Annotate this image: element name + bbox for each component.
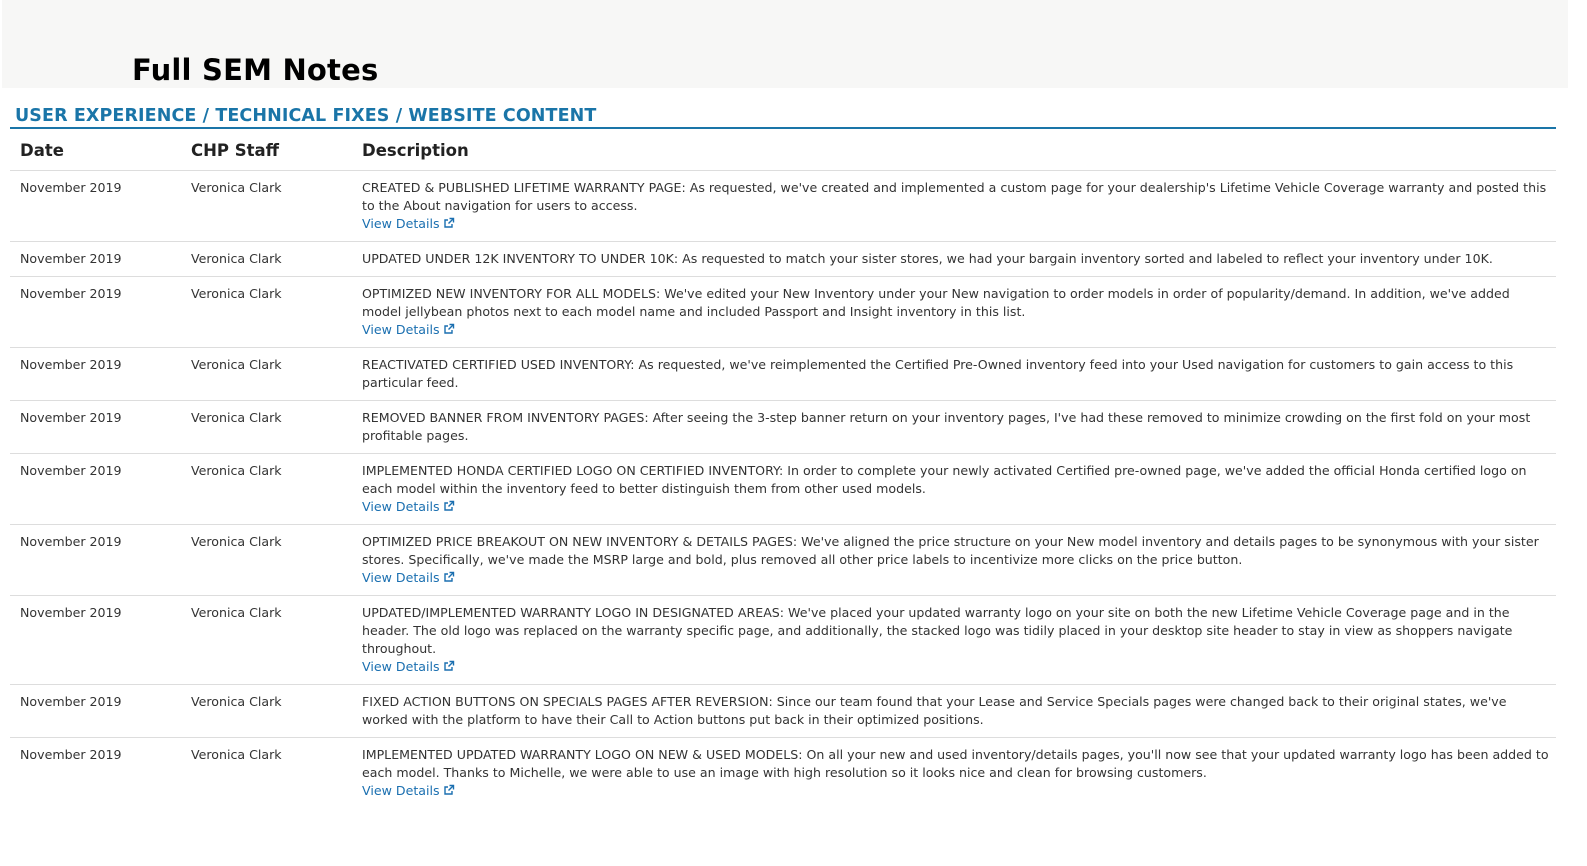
- row-staff: Veronica Clark: [181, 401, 352, 454]
- row-description: IMPLEMENTED HONDA CERTIFIED LOGO ON CERTIFIED INVENTORY: In order to complete your newly activated Certified pre-owned page, we've added the official Honda certified logo on each model within the inventory feed to better distinguish them from other used models.: [362, 463, 1527, 496]
- table-row: [10, 525, 1556, 596]
- view-details-link[interactable]: [362, 569, 455, 587]
- external-link-icon: [440, 499, 455, 514]
- row-date: November 2019: [10, 171, 181, 242]
- row-description-cell: [352, 171, 1556, 242]
- row-staff: Veronica Clark: [181, 596, 352, 685]
- view-details-link[interactable]: [362, 215, 455, 233]
- table-row: [10, 242, 1556, 277]
- table-body: [10, 171, 1556, 809]
- external-link-icon: [440, 570, 455, 585]
- table-row: [10, 348, 1556, 401]
- table-row: [10, 685, 1556, 738]
- row-description: FIXED ACTION BUTTONS ON SPECIALS PAGES AFTER REVERSION: Since our team found that your Lease and Service Specials pages were changed back to their original states, we've worked with the platform to have their Call to Action buttons put back in their optimized positions.: [362, 694, 1507, 727]
- view-details-link[interactable]: [362, 782, 455, 800]
- table-header-row: [10, 130, 1556, 171]
- row-description-cell: [352, 685, 1556, 738]
- view-details-link[interactable]: [362, 321, 455, 339]
- row-description: OPTIMIZED NEW INVENTORY FOR ALL MODELS: We've edited your New Inventory under your New navigation to order models in order of popularity/demand. In addition, we've added model jellybean photos next to each model name and included Passport and Insight inventory in this list.: [362, 286, 1510, 319]
- row-date: November 2019: [10, 242, 181, 277]
- row-staff: Veronica Clark: [191, 747, 282, 762]
- row-date: November 2019: [10, 596, 181, 685]
- row-description: OPTIMIZED PRICE BREAKOUT ON NEW INVENTORY & DETAILS PAGES: We've aligned the price structure on your New model inventory and details pages to be synonymous with your sister stores. Specifically, we've made the MSRP large and bold, plus removed all other price labels to incentivize more clicks on the price button.: [362, 534, 1539, 567]
- sem-notes-table: [10, 130, 1556, 808]
- table-row: [10, 277, 1556, 348]
- row-description-cell: [352, 348, 1556, 401]
- view-details-label: View Details: [362, 570, 440, 585]
- row-date: November 2019: [10, 401, 181, 454]
- row-description: CREATED & PUBLISHED LIFETIME WARRANTY PAGE: As requested, we've created and implemented a custom page for your dealership's Lifetime Vehicle Coverage warranty and posted this to the About navigation for users to access.: [362, 180, 1547, 213]
- row-date: November 2019: [20, 747, 122, 762]
- row-description-cell: [352, 454, 1556, 525]
- row-description-cell: [352, 596, 1556, 685]
- column-header-date: Date: [10, 130, 181, 171]
- row-description: UPDATED/IMPLEMENTED WARRANTY LOGO IN DESIGNATED AREAS: We've placed your updated warranty logo on your site on both the new Lifetime Vehicle Coverage page and in the header. The old logo was replaced on the warranty specific page, and additionally, the stacked logo was tidily placed in your desktop site header to stay in view as shoppers navigate throughout.: [362, 605, 1513, 656]
- row-date: November 2019: [10, 277, 181, 348]
- table-row: [10, 401, 1556, 454]
- section-title: USER EXPERIENCE / TECHNICAL FIXES / WEBSITE CONTENT: [15, 106, 597, 126]
- row-staff: Veronica Clark: [181, 277, 352, 348]
- table-row: [10, 596, 1556, 685]
- external-link-icon: [440, 322, 455, 337]
- row-date: November 2019: [10, 525, 181, 596]
- row-description: UPDATED UNDER 12K INVENTORY TO UNDER 10K: As requested to match your sister stores, we had your bargain inventory sorted and labeled to reflect your inventory under 10K.: [362, 251, 1493, 266]
- external-link-icon: [440, 783, 455, 798]
- row-description: REACTIVATED CERTIFIED USED INVENTORY: As requested, we've reimplemented the Certified Pre-Owned inventory feed into your Used navigation for customers to gain access to this particular feed.: [362, 357, 1514, 390]
- row-date: November 2019: [10, 685, 181, 738]
- page-title: Full SEM Notes: [132, 53, 379, 87]
- table-row: [10, 454, 1556, 525]
- row-staff: Veronica Clark: [181, 685, 352, 738]
- section-divider: [10, 127, 1556, 129]
- row-description: IMPLEMENTED UPDATED WARRANTY LOGO ON NEW & USED MODELS: On all your new and used inventory/details pages, you'll now see that your updated warranty logo has been added to each model. Thanks to Michelle, we were able to use an image with high resolution so it looks nice and clean for browsing customers.: [362, 747, 1549, 780]
- view-details-label: View Details: [362, 216, 440, 231]
- row-date: November 2019: [10, 348, 181, 401]
- row-description-cell: [352, 525, 1556, 596]
- row-staff: Veronica Clark: [181, 171, 352, 242]
- external-link-icon: [440, 659, 455, 674]
- row-description: REMOVED BANNER FROM INVENTORY PAGES: After seeing the 3-step banner return on your inventory pages, I've had these removed to minimize crowding on the first fold on your most profitable pages.: [362, 410, 1531, 443]
- row-date: November 2019: [10, 454, 181, 525]
- external-link-icon: [440, 216, 455, 231]
- row-description-cell: [352, 277, 1556, 348]
- table-row: [10, 738, 1556, 809]
- row-description-cell: [352, 242, 1556, 277]
- row-description-cell: [352, 738, 1556, 809]
- view-details-label: View Details: [362, 659, 440, 674]
- view-details-link[interactable]: [362, 498, 455, 516]
- view-details-label: View Details: [362, 499, 440, 514]
- column-header-description: Description: [352, 130, 1556, 171]
- view-details-label: View Details: [362, 322, 440, 337]
- row-staff: Veronica Clark: [181, 242, 352, 277]
- table-row: [10, 171, 1556, 242]
- column-header-staff: CHP Staff: [181, 130, 352, 171]
- view-details-label: View Details: [362, 783, 440, 798]
- row-staff: Veronica Clark: [181, 454, 352, 525]
- row-description-cell: [352, 401, 1556, 454]
- row-staff: Veronica Clark: [181, 348, 352, 401]
- row-staff: Veronica Clark: [181, 525, 352, 596]
- view-details-link[interactable]: [362, 658, 455, 676]
